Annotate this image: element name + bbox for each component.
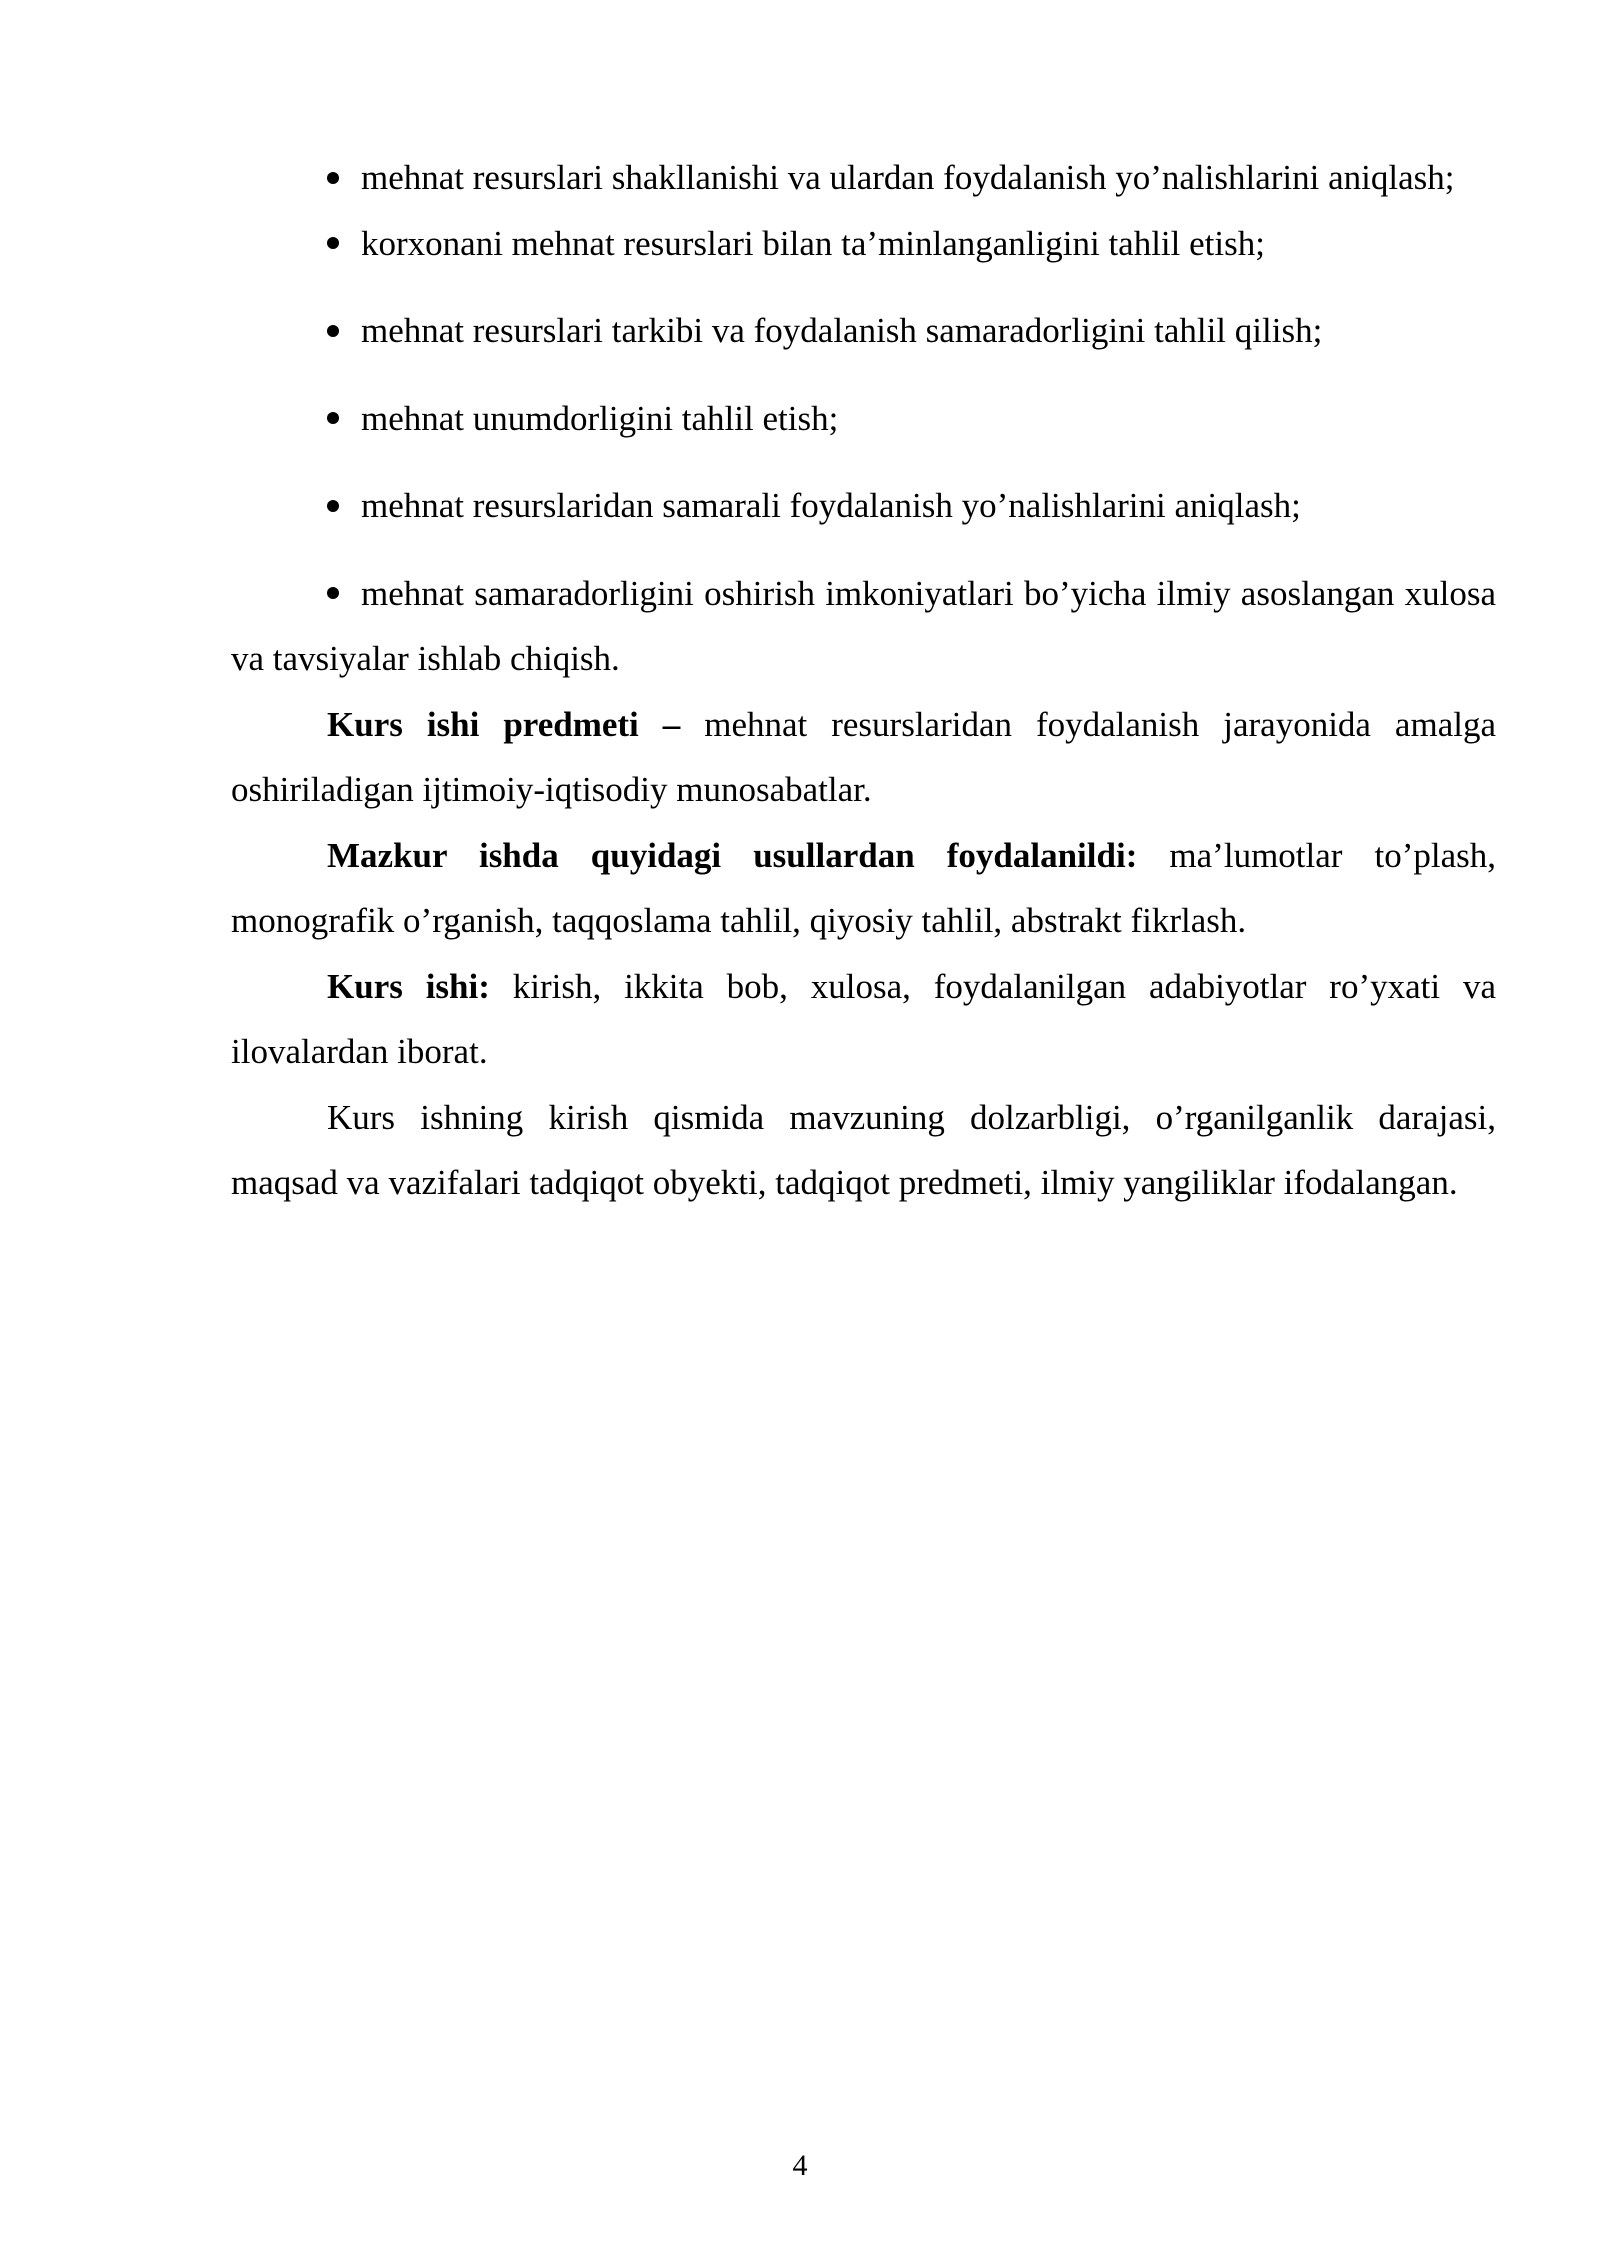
list-item (231, 211, 1496, 277)
list-item-text: korxonani mehnat resurslari bilan ta’minlanganligini tahlil etish; (361, 223, 1265, 263)
subject-text: mehnat resurslaridan foydalanish jarayonida amalga oshiriladigan ijtimoiy-iqtisodiy munosabatlar. (231, 704, 1496, 809)
intro-text: Kurs ishning kirish qismida mavzuning dolzarbligi, o’rganilganlik darajasi, maqsad va vazifalari tadqiqot obyekti, tadqiqot predmeti, ilmiy yangiliklar ifodalangan. (231, 1097, 1496, 1202)
structure-paragraph (231, 954, 1496, 1085)
structure-text: kirish, ikkita bob, xulosa, foydalanilgan adabiyotlar ro’yxati va ilovalardan iborat. (231, 966, 1496, 1071)
list-item (231, 298, 1496, 364)
bullet-icon (327, 172, 339, 184)
methods-text: ma’lumotlar to’plash, monografik o’rganish, taqqoslama tahlil, qiyosiy tahlil, abstrakt fikrlash. (231, 835, 1496, 940)
list-item-text: mehnat resurslari tarkibi va foydalanish samaradorligini tahlil qilish; (361, 311, 1323, 350)
structure-heading: Kurs ishi: (327, 966, 490, 1006)
methods-paragraph (231, 823, 1496, 954)
page-number: 4 (792, 2149, 808, 2182)
intro-paragraph (231, 1085, 1496, 1216)
list-item-text: mehnat resurslari shakllanishi va ulardan foydalanish yo’nalishlarini aniqlash; (361, 158, 1455, 197)
bullet-icon (327, 587, 339, 599)
list-item (231, 473, 1496, 539)
bullet-icon (327, 325, 339, 337)
list-item (231, 561, 1496, 692)
bullet-icon (327, 237, 339, 249)
list-item-text: mehnat unumdorligini tahlil etish; (361, 398, 839, 438)
list-item-text: mehnat samaradorligini oshirish imkoniyatlari bo’yicha ilmiy asoslangan xulosa va tavsiyalar ishlab chiqish. (231, 573, 1496, 678)
subject-paragraph (231, 692, 1496, 823)
list-item (231, 386, 1496, 452)
methods-heading: Mazkur ishda quyidagi usullardan foydalanildi: (327, 835, 1138, 875)
list-item (231, 145, 1496, 211)
bullet-icon (327, 500, 339, 512)
bullet-icon (327, 412, 339, 424)
list-item-text: mehnat resurslaridan samarali foydalanish yo’nalishlarini aniqlash; (361, 486, 1301, 525)
page-content (231, 145, 1496, 1216)
subject-heading: Kurs ishi predmeti – (327, 704, 681, 744)
